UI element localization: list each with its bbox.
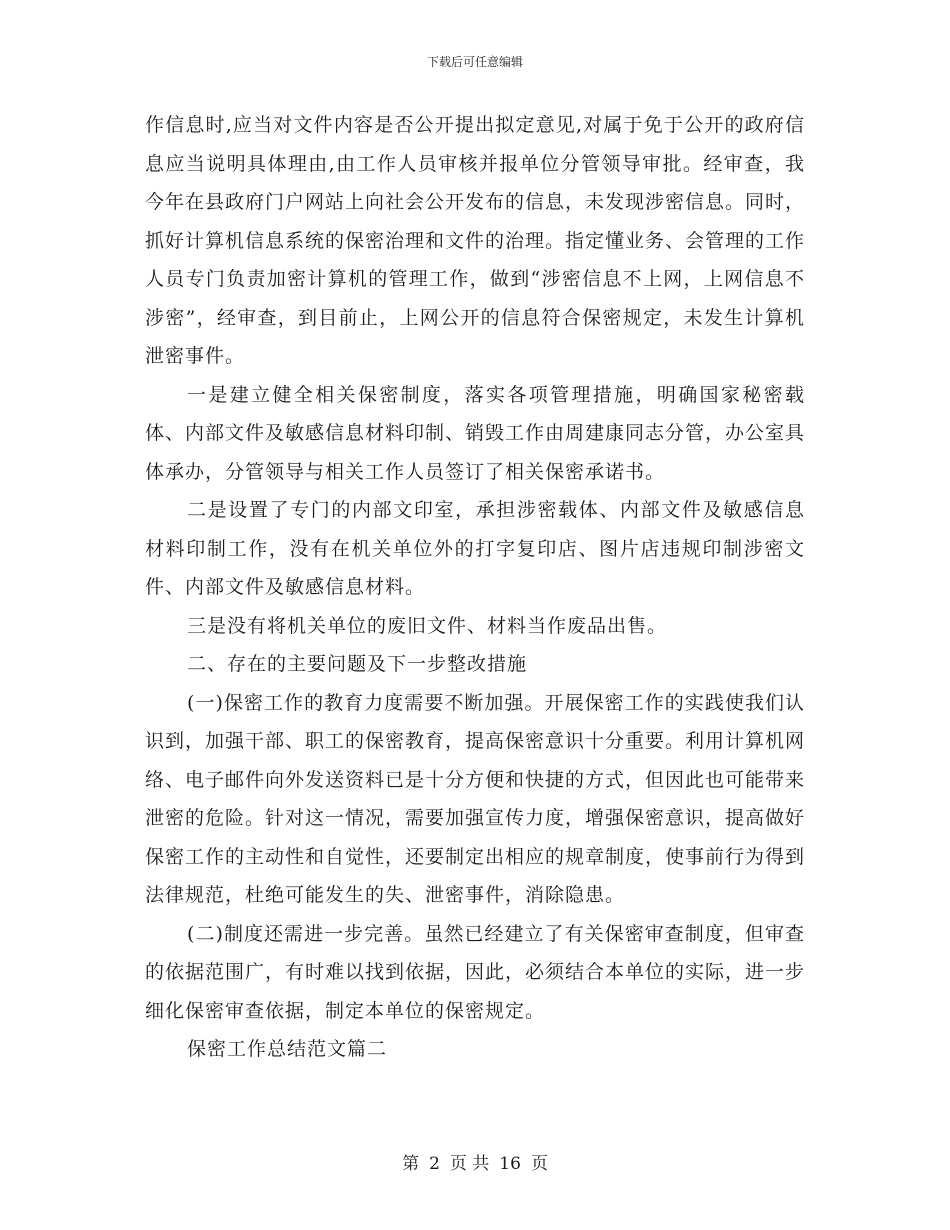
- paragraph-1: 作信息时,应当对文件内容是否公开提出拟定意见,对属于免于公开的政府信息应当说明具体理由,由工作人员审核并报单位分管领导审批。经审查，我今年在县政府门户网站上向社会公开发布的信息，未发现涉密信息。同时，抓好计算机信息系统的保密治理和文件的治理。指定懂业务、会管理的工作人员专门负责加密计算机的管理工作，做到“涉密信息不上网，上网信息不涉密”，经审查，到目前止，上网公开的信息符合保密规定，未发生计算机泄密事件。: [145, 114, 806, 367]
- footer-suffix: 页: [530, 1154, 548, 1174]
- next-article-title: 保密工作总结范文篇二: [187, 1038, 388, 1060]
- page-number-footer: [0, 1153, 950, 1175]
- paragraph-2: 一是建立健全相关保密制度，落实各项管理措施，明确国家秘密载体、内部文件及敏感信息材料印制、销毁工作由周建康同志分管，办公室具体承办，分管领导与相关工作人员签订了相关保密承诺书。: [145, 383, 806, 483]
- paragraph-5: (一)保密工作的教育力度需要不断加强。开展保密工作的实践使我们认识到，加强干部、职工的保密教育，提高保密意识十分重要。利用计算机网络、电子邮件向外发送资料已是十分方便和快捷的方式，但因此也可能带来泄密的危险。针对这一情况，需要加强宣传力度，增强保密意识，提高做好保密工作的主动性和自觉性，还要制定出相应的规章制度，使事前行为得到法律规范，杜绝可能发生的失、泄密事件，消除隐患。: [145, 691, 806, 906]
- paragraph-4: 三是没有将机关单位的废旧文件、材料当作废品出售。: [187, 614, 668, 637]
- paragraph-3: 二是设置了专门的内部文印室，承担涉密载体、内部文件及敏感信息材料印制工作，没有在机关单位外的打字复印店、图片店违规印制涉密文件、内部文件及敏感信息材料。: [145, 499, 805, 598]
- footer-total-pages: 16: [499, 1154, 521, 1174]
- footer-current-page: 2: [429, 1154, 440, 1174]
- document-body: [145, 106, 805, 1069]
- page-header-note: 下载后可任意编辑: [426, 55, 523, 69]
- footer-prefix: 第: [402, 1154, 420, 1174]
- footer-middle: 页 共: [449, 1154, 490, 1174]
- paragraph-6: (二)制度还需进一步完善。虽然已经建立了有关保密审查制度，但审查的依据范围广，有时难以找到依据，因此，必须结合本单位的实际，进一步细化保密审查依据，制定本单位的保密规定。: [145, 922, 806, 1022]
- section-heading: 二、存在的主要问题及下一步整改措施: [187, 653, 528, 675]
